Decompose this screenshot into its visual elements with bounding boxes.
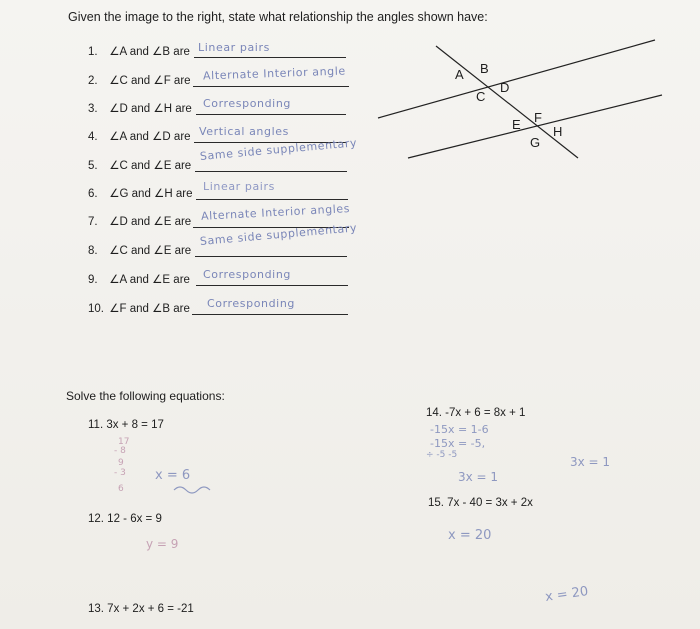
answer-1: Linear pairs xyxy=(198,41,270,54)
angle-label-d: D xyxy=(500,80,510,95)
instructions: Given the image to the right, state what relationship the angles shown have: xyxy=(68,10,488,24)
question-number: 2. xyxy=(88,75,98,87)
work-11-line2: - 8 xyxy=(114,446,126,456)
question-text: ∠F and ∠B are xyxy=(109,303,190,315)
work-14-line4: 3x = 1 xyxy=(458,470,499,484)
question-text: ∠G and ∠H are xyxy=(109,188,193,200)
work-14-line3: ÷ -5 -5 xyxy=(426,450,458,460)
work-13-answer: x = 20 xyxy=(544,584,590,605)
answer-8: Same side supplementary xyxy=(199,221,358,248)
answer-5: Same side supplementary xyxy=(199,136,358,163)
question-number: 9. xyxy=(88,274,98,286)
work-11-line3: 9 xyxy=(118,458,124,468)
question-number: 1. xyxy=(88,46,98,58)
question-text: ∠A and ∠E are xyxy=(109,274,190,286)
work-11-line5: 6 xyxy=(118,484,124,494)
answer-2: Alternate Interior angle xyxy=(202,64,347,83)
question-text: ∠C and ∠E are xyxy=(109,160,192,172)
angle-label-f: F xyxy=(534,110,542,125)
question-number: 3. xyxy=(88,103,98,115)
question-number: 4. xyxy=(88,131,98,143)
question-text: ∠D and ∠E are xyxy=(109,216,192,228)
question-number: 5. xyxy=(88,160,98,172)
question-number: 7. xyxy=(88,216,98,228)
equation-11: 11. 3x + 8 = 17 xyxy=(88,419,164,431)
angle-label-c: C xyxy=(476,89,486,104)
work-15-answer: x = 20 xyxy=(448,528,492,543)
question-number: 10. xyxy=(88,303,104,315)
angle-label-g: G xyxy=(530,135,541,150)
question-text: ∠C and ∠F are xyxy=(109,75,191,87)
answer-3: Corresponding xyxy=(203,97,291,110)
angle-label-h: H xyxy=(553,124,563,139)
angle-label-a: A xyxy=(455,67,464,82)
equation-14: 14. -7x + 6 = 8x + 1 xyxy=(426,407,526,419)
equation-12: 12. 12 - 6x = 9 xyxy=(88,513,162,525)
answer-6: Linear pairs xyxy=(203,180,275,193)
answer-10: Corresponding xyxy=(207,297,295,310)
answer-9: Corresponding xyxy=(203,268,291,281)
equation-15: 15. 7x - 40 = 3x + 2x xyxy=(428,497,533,509)
question-number: 6. xyxy=(88,188,98,200)
work-11-line4: - 3 xyxy=(114,468,126,478)
question-text: ∠C and ∠E are xyxy=(109,245,192,257)
question-text: ∠A and ∠B are xyxy=(109,46,190,58)
work-14-line2: -15x = -5, xyxy=(430,437,486,450)
angle-label-b: B xyxy=(480,61,489,76)
answer-4: Vertical angles xyxy=(199,125,289,138)
answer-7: Alternate Interior angles xyxy=(200,202,351,223)
question-number: 8. xyxy=(88,245,98,257)
question-text: ∠A and ∠D are xyxy=(109,131,191,143)
angle-label-e: E xyxy=(512,117,521,132)
work-11-line1: 17 xyxy=(118,437,130,447)
section-heading: Solve the following equations: xyxy=(66,389,225,403)
work-14-side: 3x = 1 xyxy=(570,455,611,469)
equation-13: 13. 7x + 2x + 6 = -21 xyxy=(88,603,194,615)
work-14-line1: -15x = 1-6 xyxy=(430,423,489,436)
work-11-answer: x = 6 xyxy=(155,468,191,483)
work-12-answer: y = 9 xyxy=(146,537,179,551)
question-text: ∠D and ∠H are xyxy=(109,103,192,115)
